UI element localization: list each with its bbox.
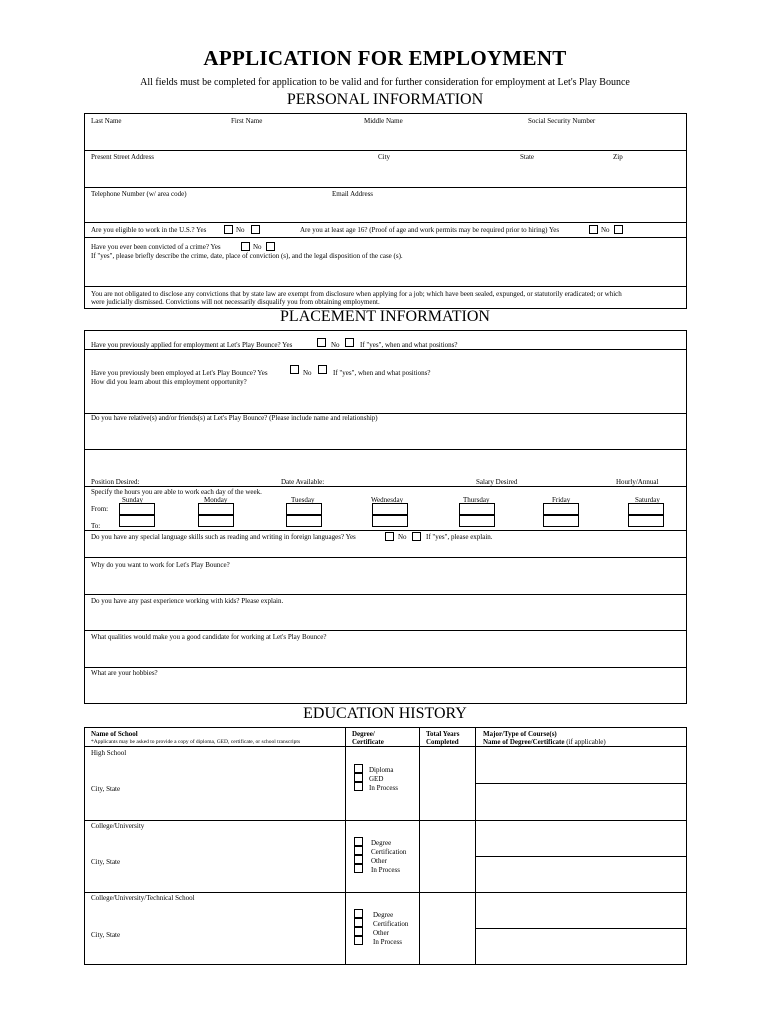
language-question: Do you have any special language skills such as reading and writing in foreign languages? Yes (91, 533, 356, 541)
sunday-from-box[interactable] (119, 503, 155, 515)
college-other-checkbox[interactable] (354, 855, 363, 864)
divider (84, 820, 687, 821)
applied-no-label: No (331, 341, 340, 349)
employed-when: If "yes", when and what positions? (333, 369, 431, 377)
to-label: To: (91, 522, 101, 530)
monday-from-box[interactable] (198, 503, 234, 515)
tech-degree-checkbox[interactable] (354, 909, 363, 918)
tech-cert-checkbox[interactable] (354, 918, 363, 927)
hs-ged-label: GED (369, 775, 384, 783)
col-years-2: Completed (426, 738, 459, 746)
tech-inprocess-label: In Process (373, 938, 402, 946)
hs-inprocess-label: In Process (369, 784, 398, 792)
ssn-label: Social Security Number (528, 117, 596, 125)
technical-city-state: City, State (91, 931, 121, 939)
kids-question: Do you have any past experience working with kids? Please explain. (91, 597, 284, 605)
sunday-to-box[interactable] (119, 515, 155, 527)
technical-label: College/University/Technical School (91, 894, 195, 902)
eligible-yes-checkbox[interactable] (224, 225, 233, 234)
divider (475, 783, 687, 784)
phone-label: Telephone Number (w/ area code) (91, 190, 187, 198)
hs-diploma-label: Diploma (369, 766, 394, 774)
high-school-label: High School (91, 749, 127, 757)
college-label: College/University (91, 822, 145, 830)
first-name-label: First Name (231, 117, 263, 125)
tech-other-checkbox[interactable] (354, 927, 363, 936)
why-question: Why do you want to work for Let's Play Bounce? (91, 561, 230, 569)
wednesday-from-box[interactable] (372, 503, 408, 515)
eligible-no-label: No (236, 226, 245, 234)
tech-cert-label: Certification (373, 920, 409, 928)
learn-question: How did you learn about this employment opportunity? (91, 378, 247, 386)
language-no-label: No (398, 533, 407, 541)
saturday-from-box[interactable] (628, 503, 664, 515)
language-no-checkbox[interactable] (412, 532, 421, 541)
divider (84, 349, 687, 350)
email-label: Email Address (332, 190, 374, 198)
divider (475, 727, 476, 965)
state-label: State (520, 153, 534, 161)
col-degree-1: Degree/ (352, 730, 375, 738)
education-heading: EDUCATION HISTORY (303, 705, 467, 722)
form-subtitle: All fields must be completed for application to be valid and for further consideration for employment at Let's Play Bounce (140, 77, 630, 88)
saturday-to-box[interactable] (628, 515, 664, 527)
divider (419, 727, 420, 965)
thursday-to-box[interactable] (459, 515, 495, 527)
college-cert-label: Certification (371, 848, 407, 856)
language-yes-checkbox[interactable] (385, 532, 394, 541)
tuesday-to-box[interactable] (286, 515, 322, 527)
salary-label: Salary Desired (476, 478, 518, 486)
age-no-checkbox[interactable] (614, 225, 623, 234)
eligible-no-checkbox[interactable] (251, 225, 260, 234)
col-school-note: *Applicants may be asked to provide a copy of diploma, GED, certificate, or school transcripts (91, 739, 301, 745)
college-inprocess-label: In Process (371, 866, 400, 874)
convicted-no-label: No (253, 243, 262, 251)
employed-no-label: No (303, 369, 312, 377)
eligible-question: Are you eligible to work in the U.S.? Yes (91, 226, 207, 234)
divider (84, 594, 687, 595)
divider (84, 187, 687, 188)
col-major-2: Name of Degree/Certificate (483, 738, 565, 746)
col-school: Name of School (91, 730, 138, 738)
convicted-question: Have you ever been convicted of a crime? Yes (91, 243, 221, 251)
divider (84, 286, 687, 287)
friday-to-box[interactable] (543, 515, 579, 527)
hs-city-state: City, State (91, 785, 121, 793)
divider (84, 667, 687, 668)
applied-yes-checkbox[interactable] (317, 338, 326, 347)
day-tuesday: Tuesday (291, 496, 315, 504)
wednesday-to-box[interactable] (372, 515, 408, 527)
employed-yes-checkbox[interactable] (290, 365, 299, 374)
personal-heading: PERSONAL INFORMATION (286, 91, 484, 108)
applied-question: Have you previously applied for employment at Let's Play Bounce? Yes (91, 341, 293, 349)
hobbies-question: What are your hobbies? (91, 669, 158, 677)
from-label: From: (91, 505, 109, 513)
disclosure-line-1: You are not obligated to disclose any convictions that by state law are exempt from disclosure when applying for a job; which have been sealed, expunged, or statutorily eradicated; or which (91, 290, 622, 298)
disclosure-line-2: were judicially dismissed. Convictions will not necessarily disqualify you from obtaining employment. (91, 298, 380, 306)
divider (84, 892, 687, 893)
college-degree-label: Degree (371, 839, 392, 847)
convicted-no-checkbox[interactable] (266, 242, 275, 251)
college-city-state: City, State (91, 858, 121, 866)
day-thursday: Thursday (463, 496, 490, 504)
day-sunday: Sunday (122, 496, 143, 504)
age-yes-checkbox[interactable] (589, 225, 598, 234)
divider (475, 856, 687, 857)
personal-info-box (84, 113, 687, 309)
divider (84, 449, 687, 450)
day-wednesday: Wednesday (371, 496, 404, 504)
college-degree-checkbox[interactable] (354, 837, 363, 846)
convicted-yes-checkbox[interactable] (241, 242, 250, 251)
divider (345, 727, 346, 965)
form-title: APPLICATION FOR EMPLOYMENT (203, 46, 567, 70)
monday-to-box[interactable] (198, 515, 234, 527)
tech-inprocess-checkbox[interactable] (354, 936, 363, 945)
hs-ged-checkbox[interactable] (354, 773, 363, 782)
position-label: Position Desired: (91, 478, 140, 486)
placement-heading: PLACEMENT INFORMATION (280, 308, 490, 325)
col-degree-2: Certificate (352, 738, 384, 746)
age-no-label: No (601, 226, 610, 234)
day-monday: Monday (204, 496, 228, 504)
day-saturday: Saturday (635, 496, 660, 504)
zip-label: Zip (613, 153, 623, 161)
divider (84, 150, 687, 151)
col-major-3: (if applicable) (566, 738, 606, 746)
convicted-detail: If "yes", please briefly describe the crime, date, place of conviction (s), and the legal disposition of the case (s). (91, 252, 403, 260)
language-explain: If "yes", please explain. (426, 533, 493, 541)
applied-when: If "yes", when and what positions? (360, 341, 458, 349)
college-cert-checkbox[interactable] (354, 846, 363, 855)
tech-degree-label: Degree (373, 911, 394, 919)
divider (84, 486, 687, 487)
hourly-annual-label: Hourly/Annual (616, 478, 659, 486)
divider (84, 237, 687, 238)
college-inprocess-checkbox[interactable] (354, 864, 363, 873)
col-major-1: Major/Type of Course(s) (483, 730, 557, 738)
hours-question: Specify the hours you are able to work each day of the week. (91, 488, 262, 496)
divider (84, 746, 687, 747)
date-available-label: Date Available: (281, 478, 325, 486)
street-label: Present Street Address (91, 153, 154, 161)
middle-name-label: Middle Name (364, 117, 403, 125)
day-friday: Friday (552, 496, 571, 504)
hs-inprocess-checkbox[interactable] (354, 782, 363, 791)
tech-other-label: Other (373, 929, 389, 937)
employed-no-checkbox[interactable] (318, 365, 327, 374)
college-other-label: Other (371, 857, 387, 865)
last-name-label: Last Name (91, 117, 122, 125)
relatives-question: Do you have relative(s) and/or friends(s) at Let's Play Bounce? (Please include name and relationship) (91, 414, 378, 422)
applied-no-checkbox[interactable] (345, 338, 354, 347)
divider (84, 222, 687, 223)
divider (475, 928, 687, 929)
qualities-question: What qualities would make you a good candidate for working at Let's Play Bounce? (91, 633, 327, 641)
col-years-1: Total Years (426, 730, 460, 738)
city-label: City (378, 153, 391, 161)
divider (84, 530, 687, 531)
friday-from-box[interactable] (543, 503, 579, 515)
thursday-from-box[interactable] (459, 503, 495, 515)
employed-question: Have you previously been employed at Let's Play Bounce? Yes (91, 369, 268, 377)
divider (84, 557, 687, 558)
tuesday-from-box[interactable] (286, 503, 322, 515)
divider (84, 630, 687, 631)
hs-diploma-checkbox[interactable] (354, 764, 363, 773)
age-question: Are you at least age 16? (Proof of age and work permits may be required prior to hiring) Yes (300, 226, 560, 234)
